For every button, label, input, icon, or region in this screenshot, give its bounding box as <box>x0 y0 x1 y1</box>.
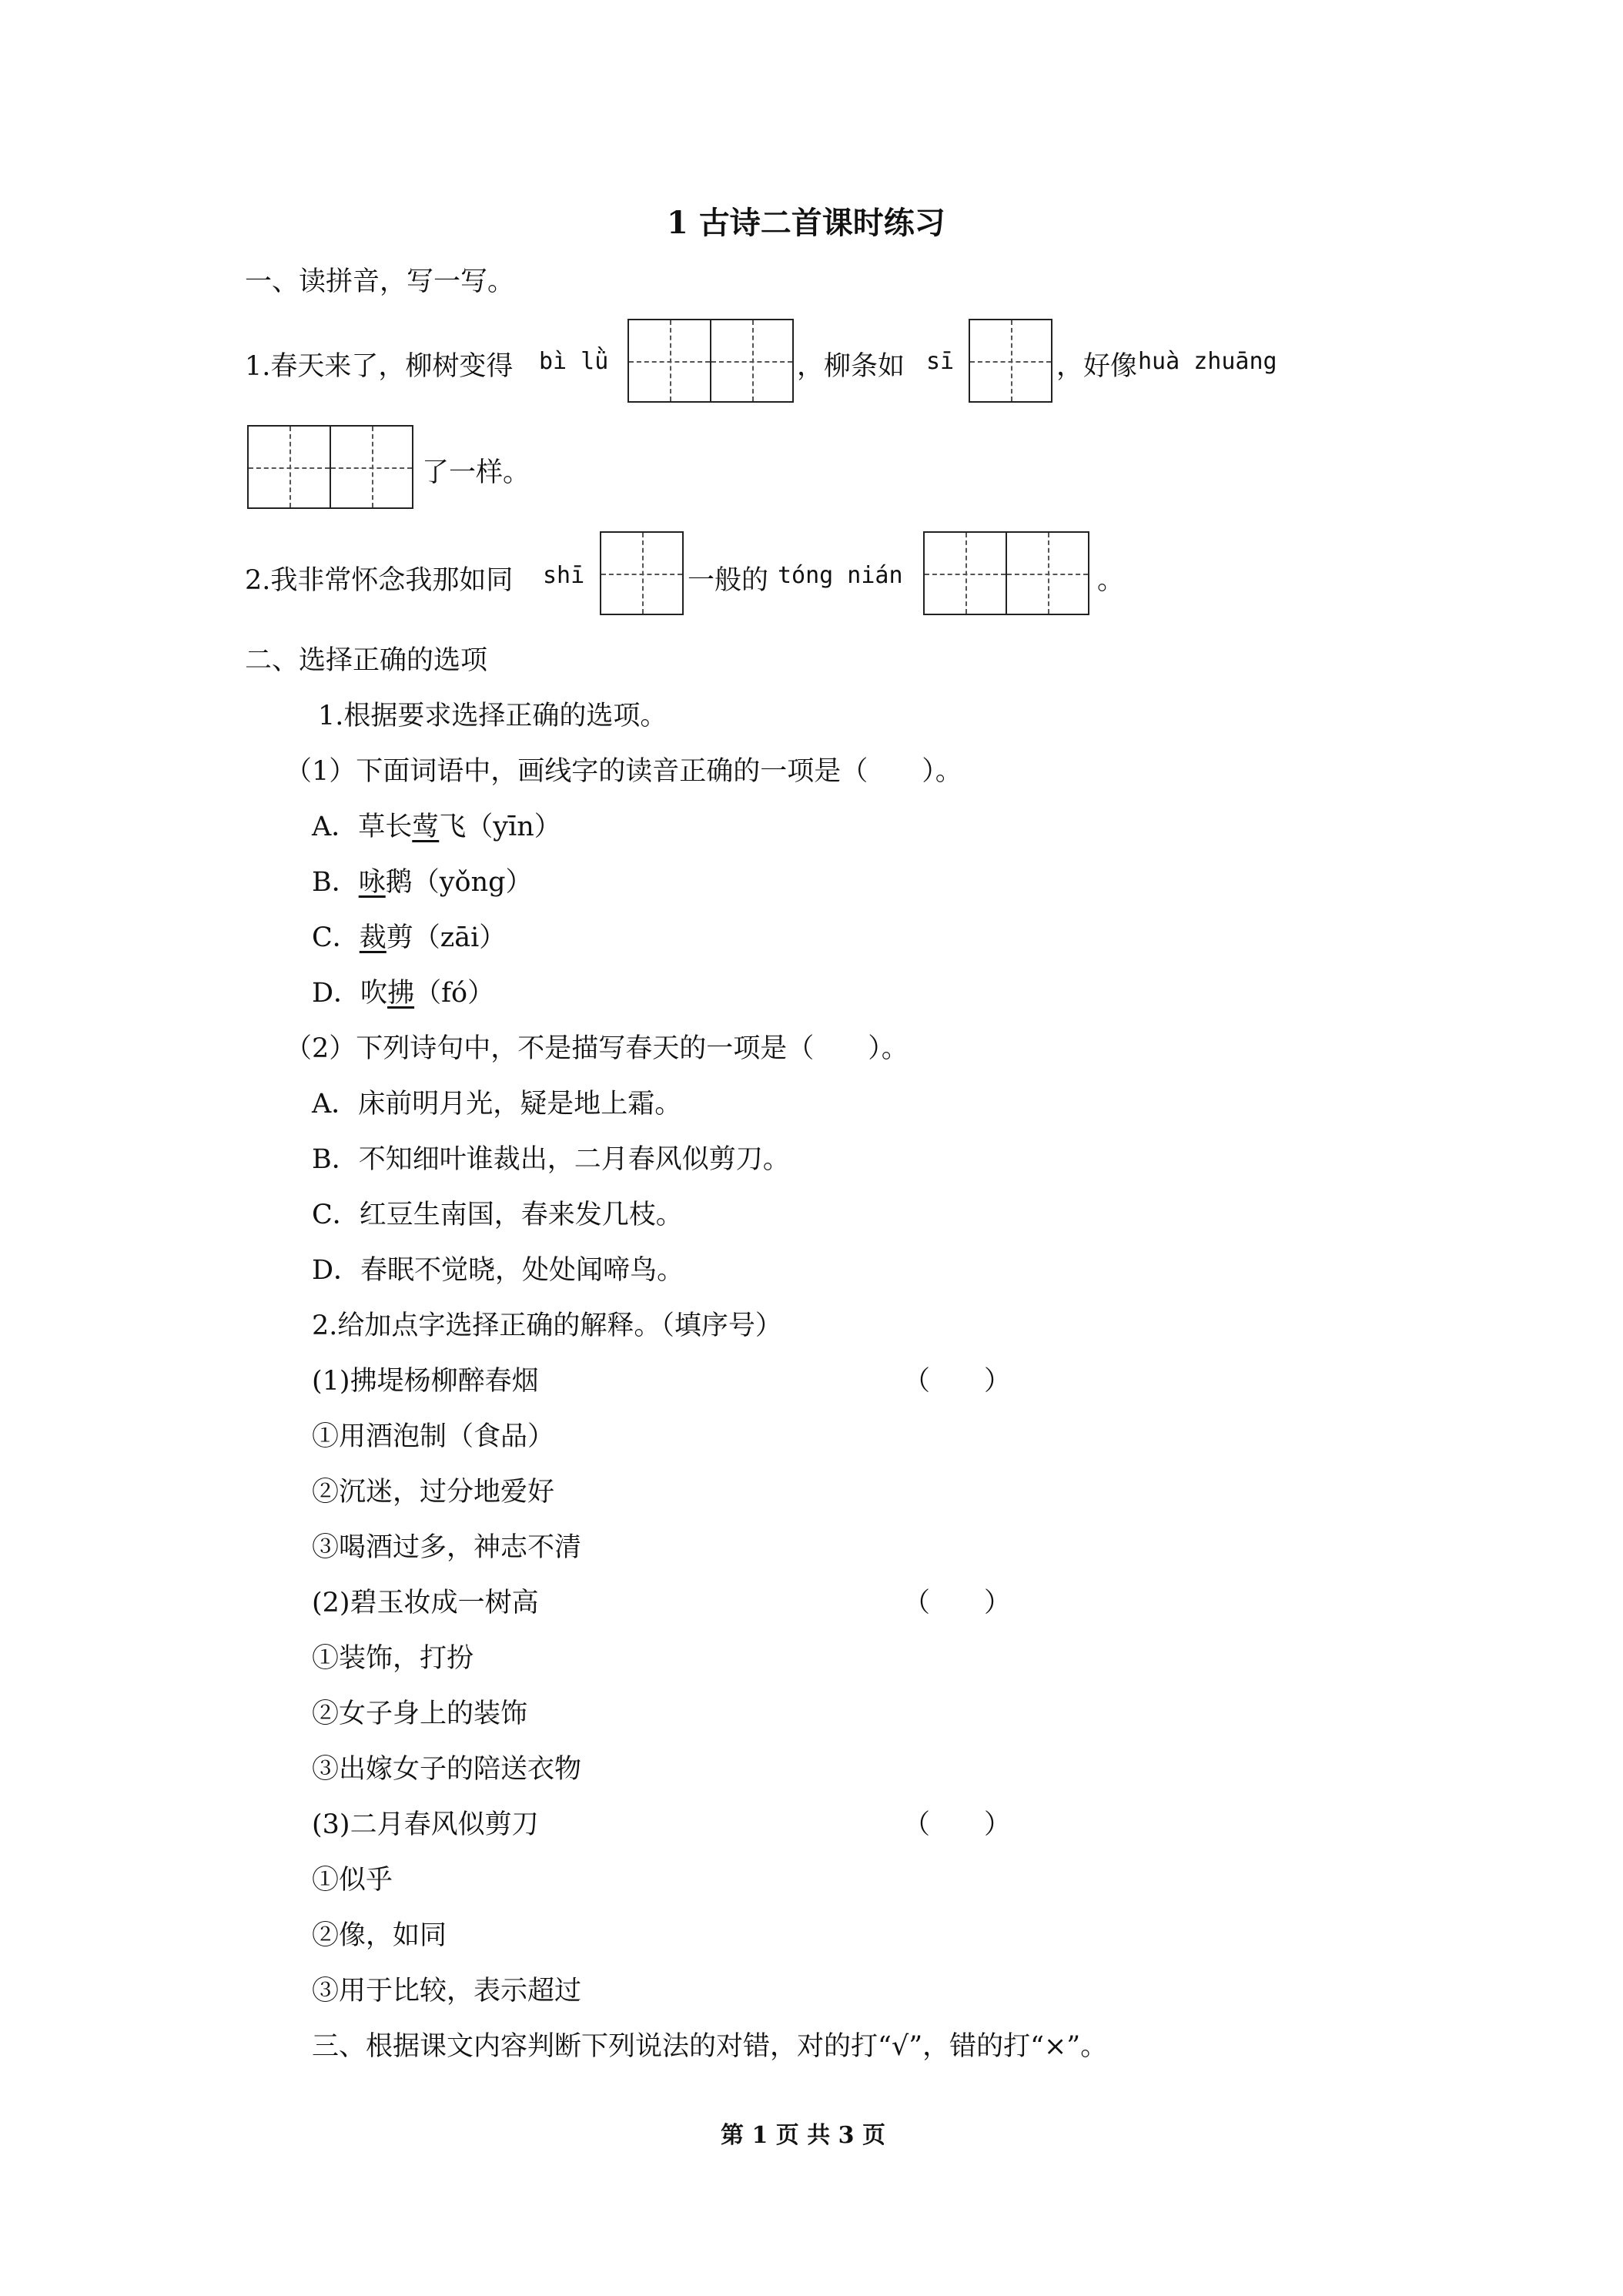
q1-pinyin-3: huà zhuāng <box>1138 348 1277 375</box>
item-3-choice-2: ②像，如同 <box>312 1920 447 1951</box>
q2-pinyin-1: shī <box>543 562 585 589</box>
q2-2-option-d: D．春眠不觉晓，处处闻啼鸟。 <box>312 1255 684 1286</box>
q2-1-option-c: C．裁剪（zāi） <box>312 922 507 953</box>
page-title: 1 古诗二首课时练习 <box>667 205 945 241</box>
section-heading-3: 三、根据课文内容判断下列说法的对错，对的打“√”，错的打“×”。 <box>312 2031 1108 2062</box>
underlined-char: 拂 <box>387 978 415 1009</box>
item-1-label: (1)拂堤杨柳醉春烟 <box>312 1366 539 1397</box>
q1-writing-grid-2[interactable] <box>969 319 1052 403</box>
q2-2-option-b: B．不知细叶谁裁出，二月春风似剪刀。 <box>312 1144 790 1175</box>
grid-cell[interactable] <box>601 533 682 614</box>
item-1-choice-3: ③喝酒过多，神志不清 <box>312 1532 582 1563</box>
item-2-choice-2: ②女子身上的装饰 <box>312 1699 528 1729</box>
grid-cell[interactable] <box>925 533 1006 614</box>
q2-text-b: 一般的 <box>688 565 769 596</box>
section-heading-1: 一、读拼音，写一写。 <box>245 266 515 297</box>
q2-pinyin-2: tóng nián <box>778 562 903 589</box>
page-footer: 第 1 页 共 3 页 <box>721 2122 885 2149</box>
q1-writing-grid-3[interactable] <box>247 425 413 509</box>
q2-1-option-a: A．草长莺飞（yīn） <box>312 812 561 842</box>
item-2-answer-paren[interactable]: （ ） <box>903 1588 1012 1618</box>
q1-text-c: ，好像 <box>1056 351 1138 382</box>
q2-text-c: 。 <box>1097 565 1125 596</box>
q2-2-option-c: C．红豆生南国，春来发几枝。 <box>312 1200 683 1230</box>
item-3-choice-3: ③用于比较，表示超过 <box>312 1976 582 2006</box>
item-2-choice-3: ③出嫁女子的陪送衣物 <box>312 1754 582 1785</box>
underlined-char: 裁 <box>359 922 387 953</box>
q1-text-b: ，柳条如 <box>797 351 905 382</box>
item-1-choice-1: ①用酒泡制（食品） <box>312 1421 555 1452</box>
q2-1-stem: （1）下面词语中，画线字的读音正确的一项是（ ）。 <box>285 756 962 787</box>
grid-cell[interactable] <box>330 427 412 507</box>
sub-heading-2: 2.给加点字选择正确的解释。（填序号） <box>312 1310 782 1341</box>
section-heading-2: 二、选择正确的选项 <box>245 645 488 676</box>
q1-writing-grid-1[interactable] <box>627 319 794 403</box>
q1-text-d: 了一样。 <box>422 457 530 488</box>
item-3-choice-1: ①似乎 <box>312 1865 393 1896</box>
grid-cell[interactable] <box>1006 533 1088 614</box>
q2-2-option-a: A．床前明月光，疑是地上霜。 <box>312 1089 682 1120</box>
q1-text-a: 1.春天来了，柳树变得 <box>245 351 514 382</box>
underlined-char: 莺 <box>412 812 440 842</box>
q2-writing-grid-1[interactable] <box>600 531 684 615</box>
item-2-choice-1: ①装饰，打扮 <box>312 1643 474 1674</box>
q2-1-option-b: B．咏鹅（yǒng） <box>312 867 533 898</box>
q2-1-option-d: D．吹拂（fó） <box>312 978 495 1009</box>
item-3-label: (3)二月春风似剪刀 <box>312 1809 539 1840</box>
grid-cell[interactable] <box>710 320 792 401</box>
grid-cell[interactable] <box>249 427 330 507</box>
q1-pinyin-2: sī <box>926 348 955 375</box>
item-3-answer-paren[interactable]: （ ） <box>903 1809 1012 1840</box>
item-2-label: (2)碧玉妆成一树高 <box>312 1588 539 1618</box>
item-1-answer-paren[interactable]: （ ） <box>903 1366 1012 1397</box>
q2-writing-grid-2[interactable] <box>923 531 1089 615</box>
grid-cell[interactable] <box>629 320 710 401</box>
grid-cell[interactable] <box>970 320 1051 401</box>
sub-heading-1: 1.根据要求选择正确的选项。 <box>318 701 668 731</box>
q2-text-a: 2.我非常怀念我那如同 <box>245 565 514 596</box>
q2-2-stem: （2）下列诗句中，不是描写春天的一项是（ ）。 <box>285 1033 909 1064</box>
item-1-choice-2: ②沉迷，过分地爱好 <box>312 1477 555 1508</box>
q1-pinyin-1: bì lǜ <box>539 348 609 375</box>
underlined-char: 咏 <box>358 867 386 898</box>
